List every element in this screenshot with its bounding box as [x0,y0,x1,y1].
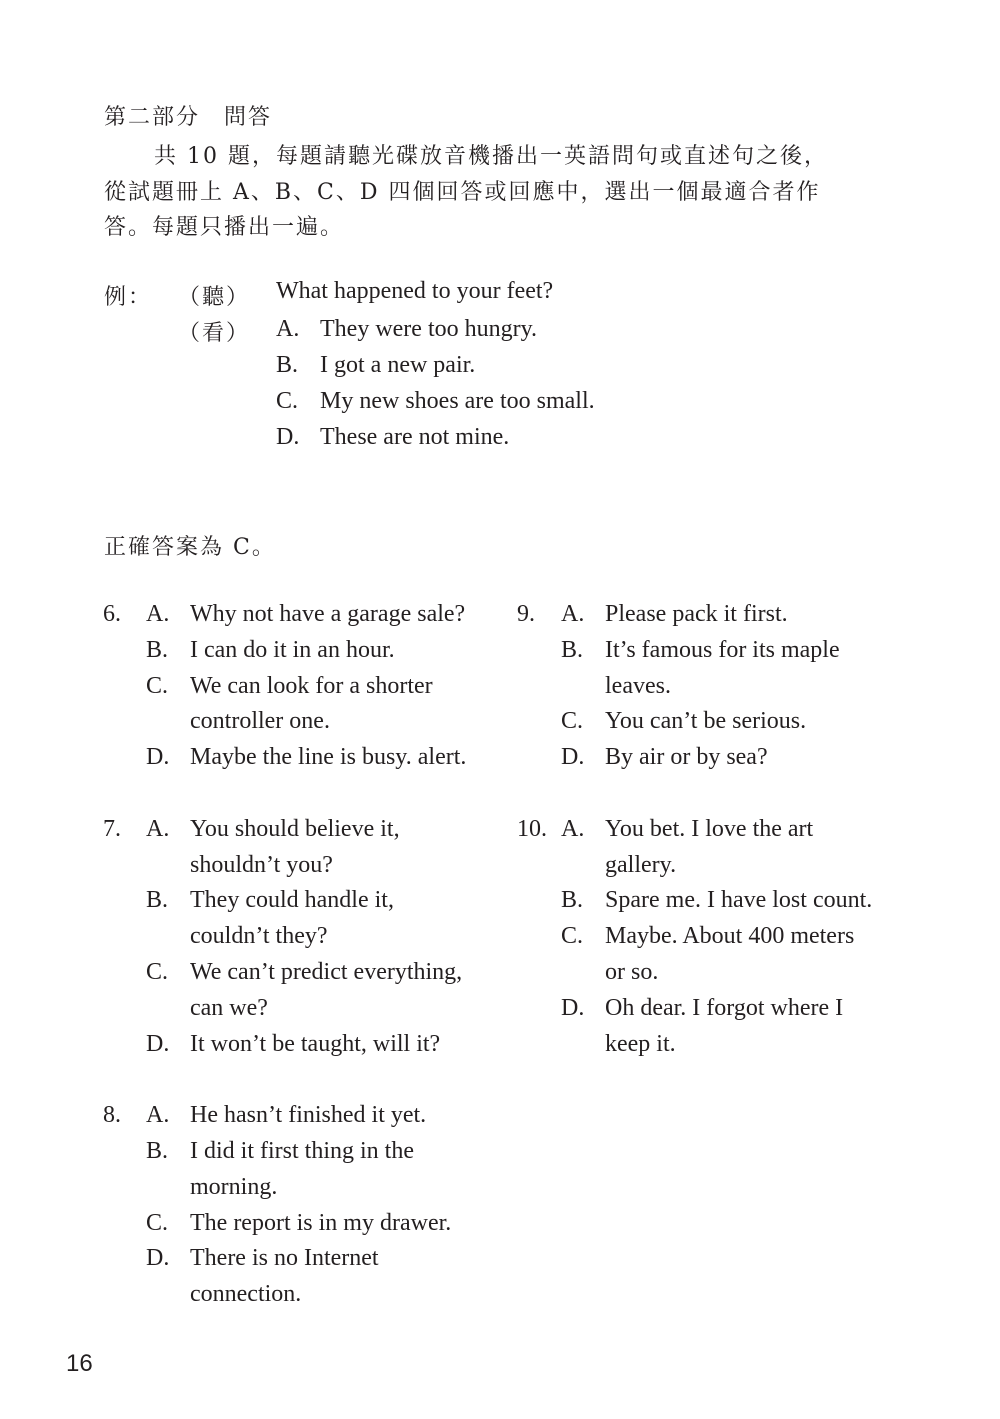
instruction-line-2: 從試題冊上 A、B、C、D 四個回答或回應中，選出一個最適合者作 [104,180,821,205]
option-text: It won’t be taught, will it? [190,1031,441,1057]
question-number: 8. [103,1102,121,1128]
option-text: shouldn’t you? [190,852,333,878]
option-letter: C. [146,959,169,985]
option-letter: A. [561,816,585,842]
option-text: You bet. I love the art [605,816,814,842]
option-letter: C. [561,708,584,734]
option-text: couldn’t they? [190,923,328,949]
option-text: They could handle it, [190,887,394,913]
example-option-letter: C. [276,388,299,414]
look-label: （看） [178,321,251,346]
option-letter: A. [146,1102,170,1128]
example-option-letter: B. [276,352,299,378]
question-number: 9. [517,601,535,627]
option-text: I can do it in an hour. [190,637,395,663]
option-letter: B. [146,637,169,663]
option-letter: C. [146,673,169,699]
example-option-text: These are not mine. [320,424,510,450]
page-number: 16 [66,1350,93,1377]
example-option-letter: A. [276,316,300,342]
section-heading: 第二部分 問答 [104,105,273,130]
option-text: keep it. [605,1031,676,1057]
question-number: 10. [517,816,547,842]
listen-label: （聽） [178,285,251,310]
option-letter: D. [146,1245,170,1271]
option-letter: A. [561,601,585,627]
option-letter: C. [146,1210,169,1236]
option-text: It’s famous for its maple [605,637,840,663]
option-letter: A. [146,601,170,627]
example-option-text: They were too hungry. [320,316,538,342]
option-text: I did it first thing in the [190,1138,414,1164]
option-letter: D. [146,744,170,770]
example-label: 例： [104,285,153,310]
option-text: can we? [190,995,268,1021]
question-number: 7. [103,816,121,842]
option-text: or so. [605,959,659,985]
option-letter: B. [561,887,584,913]
option-text: The report is in my drawer. [190,1210,452,1236]
instruction-line-1: 共 10 題，每題請聽光碟放音機播出一英語問句或直述句之後， [154,144,828,169]
option-text: Please pack it first. [605,601,788,627]
option-text: controller one. [190,708,330,734]
example-question: What happened to your feet? [276,278,554,304]
option-letter: D. [146,1031,170,1057]
question-number: 6. [103,601,121,627]
option-text: He hasn’t finished it yet. [190,1102,427,1128]
example-option-text: My new shoes are too small. [320,388,595,414]
option-letter: B. [561,637,584,663]
option-letter: C. [561,923,584,949]
option-text: You should believe it, [190,816,400,842]
instruction-line-3: 答。每題只播出一遍。 [104,215,345,240]
example-option-letter: D. [276,424,300,450]
option-text: You can’t be serious. [605,708,807,734]
option-letter: D. [561,995,585,1021]
option-text: gallery. [605,852,677,878]
option-letter: B. [146,1138,169,1164]
option-text: Maybe. About 400 meters [605,923,855,949]
option-text: leaves. [605,673,671,699]
option-text: morning. [190,1174,278,1200]
option-text: Maybe the line is busy. alert. [190,744,467,770]
example-answer: 正確答案為 C。 [104,535,276,560]
option-text: There is no Internet [190,1245,379,1271]
option-letter: A. [146,816,170,842]
option-text: We can’t predict everything, [190,959,463,985]
option-text: We can look for a shorter [190,673,433,699]
option-letter: B. [146,887,169,913]
option-text: connection. [190,1281,302,1307]
option-letter: D. [561,744,585,770]
example-option-text: I got a new pair. [320,352,476,378]
option-text: Spare me. I have lost count. [605,887,873,913]
option-text: By air or by sea? [605,744,768,770]
option-text: Why not have a garage sale? [190,601,466,627]
option-text: Oh dear. I forgot where I [605,995,844,1021]
